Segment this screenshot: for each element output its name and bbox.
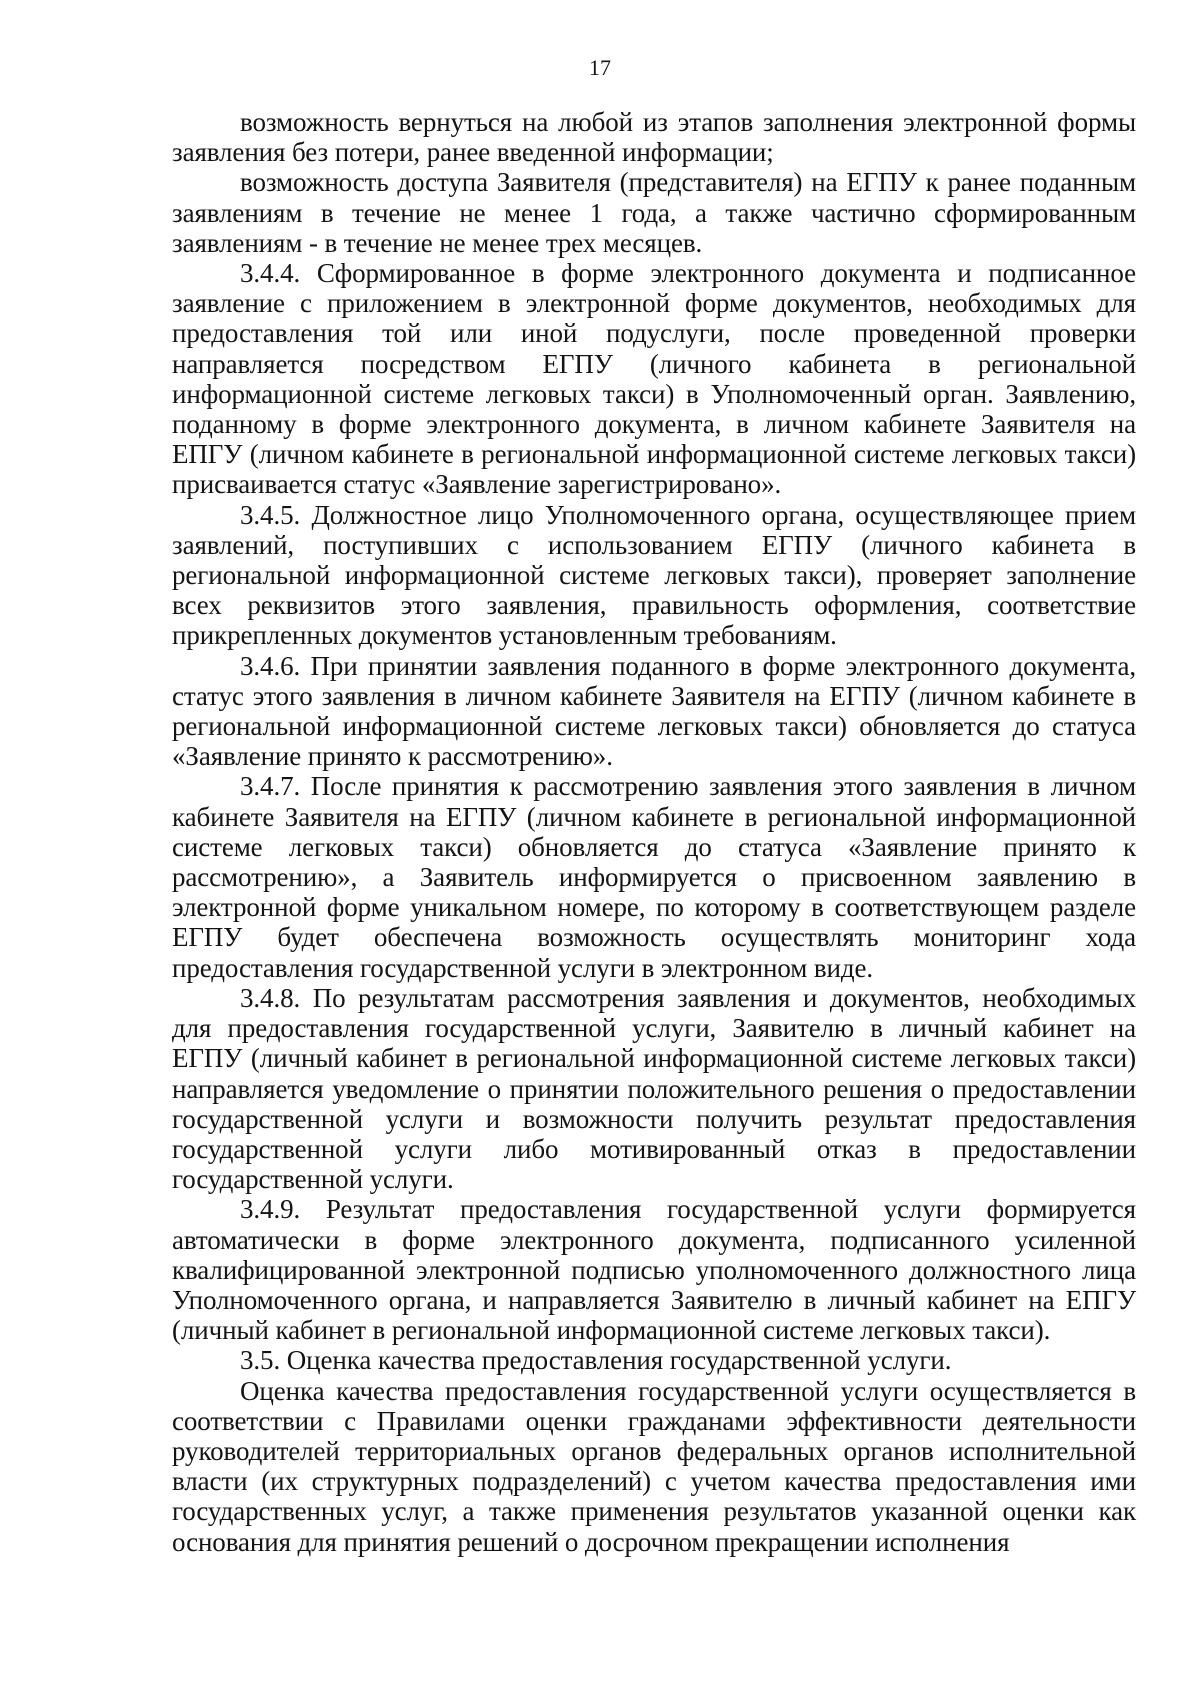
paragraph-3-4-8: 3.4.8. По результатам рассмотрения заявления и документов, необходимых для предоставления государственной услуги, Заявителю в личный кабинет на ЕГПУ (личный кабинет в региональной информационной системе легковых такси) направляется уведомление о принятии положительного решения о предоставлении государственной услуги и возможности получить результат предоставления государственной услуги либо мотивированный отказ в предоставлении государственной услуги. (172, 982, 1136, 1195)
page-number: 17 (589, 55, 611, 80)
section-heading-3-5: 3.5. Оценка качества предоставления государственной услуги. (240, 1345, 952, 1376)
paragraph-3-4-7: 3.4.7. После принятия к рассмотрению заявления этого заявления в личном кабинете Заявителя на ЕГПУ (личном кабинете в региональной информационной системе легковых такси) обновляется до статуса «Заявление принято к рассмотрению», а Заявитель информируется о присвоенном заявлению в электронной форме уникальном номере, по которому в соответствующем разделе ЕГПУ будет обеспечена возможность осуществлять мониторинг хода предоставления государственной услуги в электронном виде. (172, 771, 1136, 983)
paragraph-return-to-step: возможность вернуться на любой из этапов заполнения электронной формы заявления без потери, ранее введенной информации; (172, 107, 1136, 168)
paragraph-3-4-9: 3.4.9. Результат предоставления государственной услуги формируется автоматически в форме электронного документа, подписанного усиленной квалифицированной электронной подписью уполномоченного должностного лица Уполномоченного органа, и направляется Заявителю в личный кабинет на ЕПГУ (личный кабинет в региональной информационной системе легковых такси). (172, 1194, 1136, 1346)
paragraph-access-to-applications: возможность доступа Заявителя (представителя) на ЕГПУ к ранее поданным заявлениям в течение не менее 1 года, а также частично сформированным заявлениям - в течение не менее трех месяцев. (172, 167, 1136, 258)
paragraph-3-4-6: 3.4.6. При принятии заявления поданного в форме электронного документа, статус этого заявления в личном кабинете Заявителя на ЕГПУ (личном кабинете в региональной информационной системе легковых такси) обновляется до статуса «Заявление принято к рассмотрению». (172, 650, 1136, 772)
paragraph-3-4-5: 3.4.5. Должностное лицо Уполномоченного органа, осуществляющее прием заявлений, поступивших с использованием ЕГПУ (личного кабинета в региональной информационной системе легковых такси), проверяет заполнение всех реквизитов этого заявления, правильность оформления, соответствие прикрепленных документов установленным требованиям. (172, 499, 1136, 651)
document-body (172, 107, 1136, 1557)
paragraph-3-4-4: 3.4.4. Сформированное в форме электронного документа и подписанное заявление с приложением в электронной форме документов, необходимых для предоставления той или иной подуслуги, после проведенной проверки направляется посредством ЕГПУ (личного кабинета в региональной информационной системе легковых такси) в Уполномоченный орган. Заявлению, поданному в форме электронного документа, в личном кабинете Заявителя на ЕПГУ (личном кабинете в региональной информационной системе легковых такси) присваивается статус «Заявление зарегистрировано». (172, 258, 1136, 500)
paragraph-quality-assessment: Оценка качества предоставления государственной услуги осуществляется в соответствии с Правилами оценки гражданами эффективности деятельности руководителей территориальных органов федеральных органов исполнительной власти (их структурных подразделений) с учетом качества предоставления ими государственных услуг, а также применения результатов указанной оценки как основания для принятия решений о досрочном прекращении исполнения (172, 1375, 1136, 1557)
